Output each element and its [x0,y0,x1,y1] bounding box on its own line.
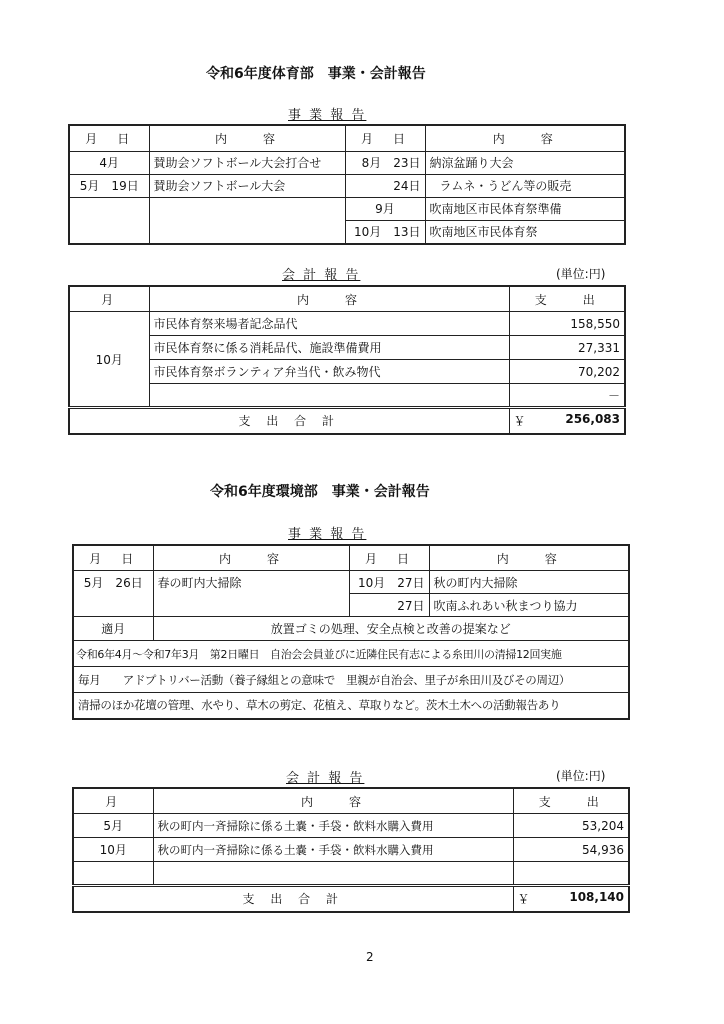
expense-content: 秋の町内一斉掃除に係る土嚢・手袋・飲料水購入費用 [153,838,513,862]
expense-amount: 53,204 [513,814,629,838]
sports-activity-table [68,124,626,245]
expense-content: 市民体育祭に係る消耗品代、施設準備費用 [149,336,509,360]
expense-content [149,384,509,408]
sports-accounting-table [68,285,626,435]
header-month: 月 [73,788,153,814]
total-amount-cell [509,408,625,434]
expense-amount: － [509,384,625,408]
page-number: 2 [366,950,374,964]
table-row [69,151,625,174]
expense-amount: 54,936 [513,838,629,862]
expense-month: 10月 [69,312,149,408]
event-content: ラムネ・うどん等の販売 [425,174,625,197]
expense-month: 5月 [73,814,153,838]
event-date: 5月 19日 [69,174,149,197]
total-row [73,886,629,912]
total-row [69,408,625,434]
expense-content: 市民体育祭ボランティア弁当代・飲み物代 [149,360,509,384]
event-content: 吹南地区市民体育祭 [425,220,625,244]
table-row [73,862,629,886]
expense-content: 市民体育祭来場者記念品代 [149,312,509,336]
table-row [69,384,625,408]
sports-accounting-report-heading: 会 計 報 告 [282,268,361,283]
event-date: 10月 27日 [349,571,429,594]
event-content: 賛助会ソフトボール大会打合せ [149,151,345,174]
tekigetsu-label: 適月 [73,617,153,641]
event-date [69,197,149,244]
table-row [69,174,625,197]
header-expense: 支 出 [513,788,629,814]
environment-accounting-report-heading: 会 計 報 告 [286,771,365,786]
event-date: 24日 [345,174,425,197]
header-content: 内 容 [153,545,349,571]
event-content: 吹南地区市民体育祭準備 [425,197,625,220]
sports-activity-report-heading: 事 業 報 告 [288,108,367,123]
header-content: 内 容 [153,788,513,814]
expense-amount: 158,550 [509,312,625,336]
unit-label: (単位:円) [556,267,606,281]
expense-amount: 70,202 [509,360,625,384]
total-label: 支 出 合 計 [73,886,513,912]
tekigetsu-text: 放置ゴミの処理、安全点検と改善の提案など [153,617,629,641]
unit-label: (単位:円) [556,769,606,783]
event-content [149,197,345,244]
event-date: 4月 [69,151,149,174]
event-content: 賛助会ソフトボール大会 [149,174,345,197]
total-amount-cell [513,886,629,912]
event-content: 秋の町内大掃除 [429,571,629,594]
event-date: 9月 [345,197,425,220]
expense-content: 秋の町内一斉掃除に係る土嚢・手袋・飲料水購入費用 [153,814,513,838]
sports-dept-title: 令和6年度体育部 事業・会計報告 [206,66,426,82]
event-date: 5月 26日 [73,571,153,617]
table-row [73,617,629,641]
event-content: 春の町内大掃除 [153,571,349,617]
event-content: 納涼盆踊り大会 [425,151,625,174]
header-content: 内 容 [149,125,345,151]
table-row [69,197,625,220]
header-content: 内 容 [149,286,509,312]
river-cleanup-note: 令和6年4月～令和7年3月 第2日曜日 自治会会員並びに近隣住民有志による糸田川の清掃12回実施 [73,641,629,667]
yen-sign: ￥ [513,414,526,429]
environment-activity-table [72,544,630,720]
total-label: 支 出 合 計 [69,408,509,434]
expense-month [73,862,153,886]
environment-accounting-table [72,787,630,913]
header-content: 内 容 [425,125,625,151]
header-content: 内 容 [429,545,629,571]
header-month-day: 月 日 [73,545,153,571]
event-date: 27日 [349,594,429,617]
expense-amount [513,862,629,886]
header-month-day: 月 日 [349,545,429,571]
header-month: 月 [69,286,149,312]
table-row [69,360,625,384]
total-amount: 108,140 [569,890,624,905]
header-expense: 支 出 [509,286,625,312]
table-row [69,336,625,360]
table-row [73,571,629,594]
expense-content [153,862,513,886]
table-row [69,312,625,336]
table-row [73,838,629,862]
environment-activity-report-heading: 事 業 報 告 [288,527,367,542]
header-month-day: 月 日 [345,125,425,151]
table-row [73,667,629,693]
event-date: 10月 13日 [345,220,425,244]
table-row [73,814,629,838]
event-date: 8月 23日 [345,151,425,174]
table-row [73,693,629,719]
adopt-river-note: 毎月 アドプトリバー活動（養子縁組との意味で 里親が自治会、里子が糸田川及びその周辺） [73,667,629,693]
header-month-day: 月 日 [69,125,149,151]
total-amount: 256,083 [565,412,620,427]
maintenance-note: 清掃のほか花壇の管理、水やり、草木の剪定、花植え、草取りなど。茨木土木への活動報告あり [73,693,629,719]
yen-sign: ￥ [517,892,530,907]
expense-month: 10月 [73,838,153,862]
event-content: 吹南ふれあい秋まつり協力 [429,594,629,617]
expense-amount: 27,331 [509,336,625,360]
environment-dept-title: 令和6年度環境部 事業・会計報告 [210,484,430,500]
table-row [73,641,629,667]
